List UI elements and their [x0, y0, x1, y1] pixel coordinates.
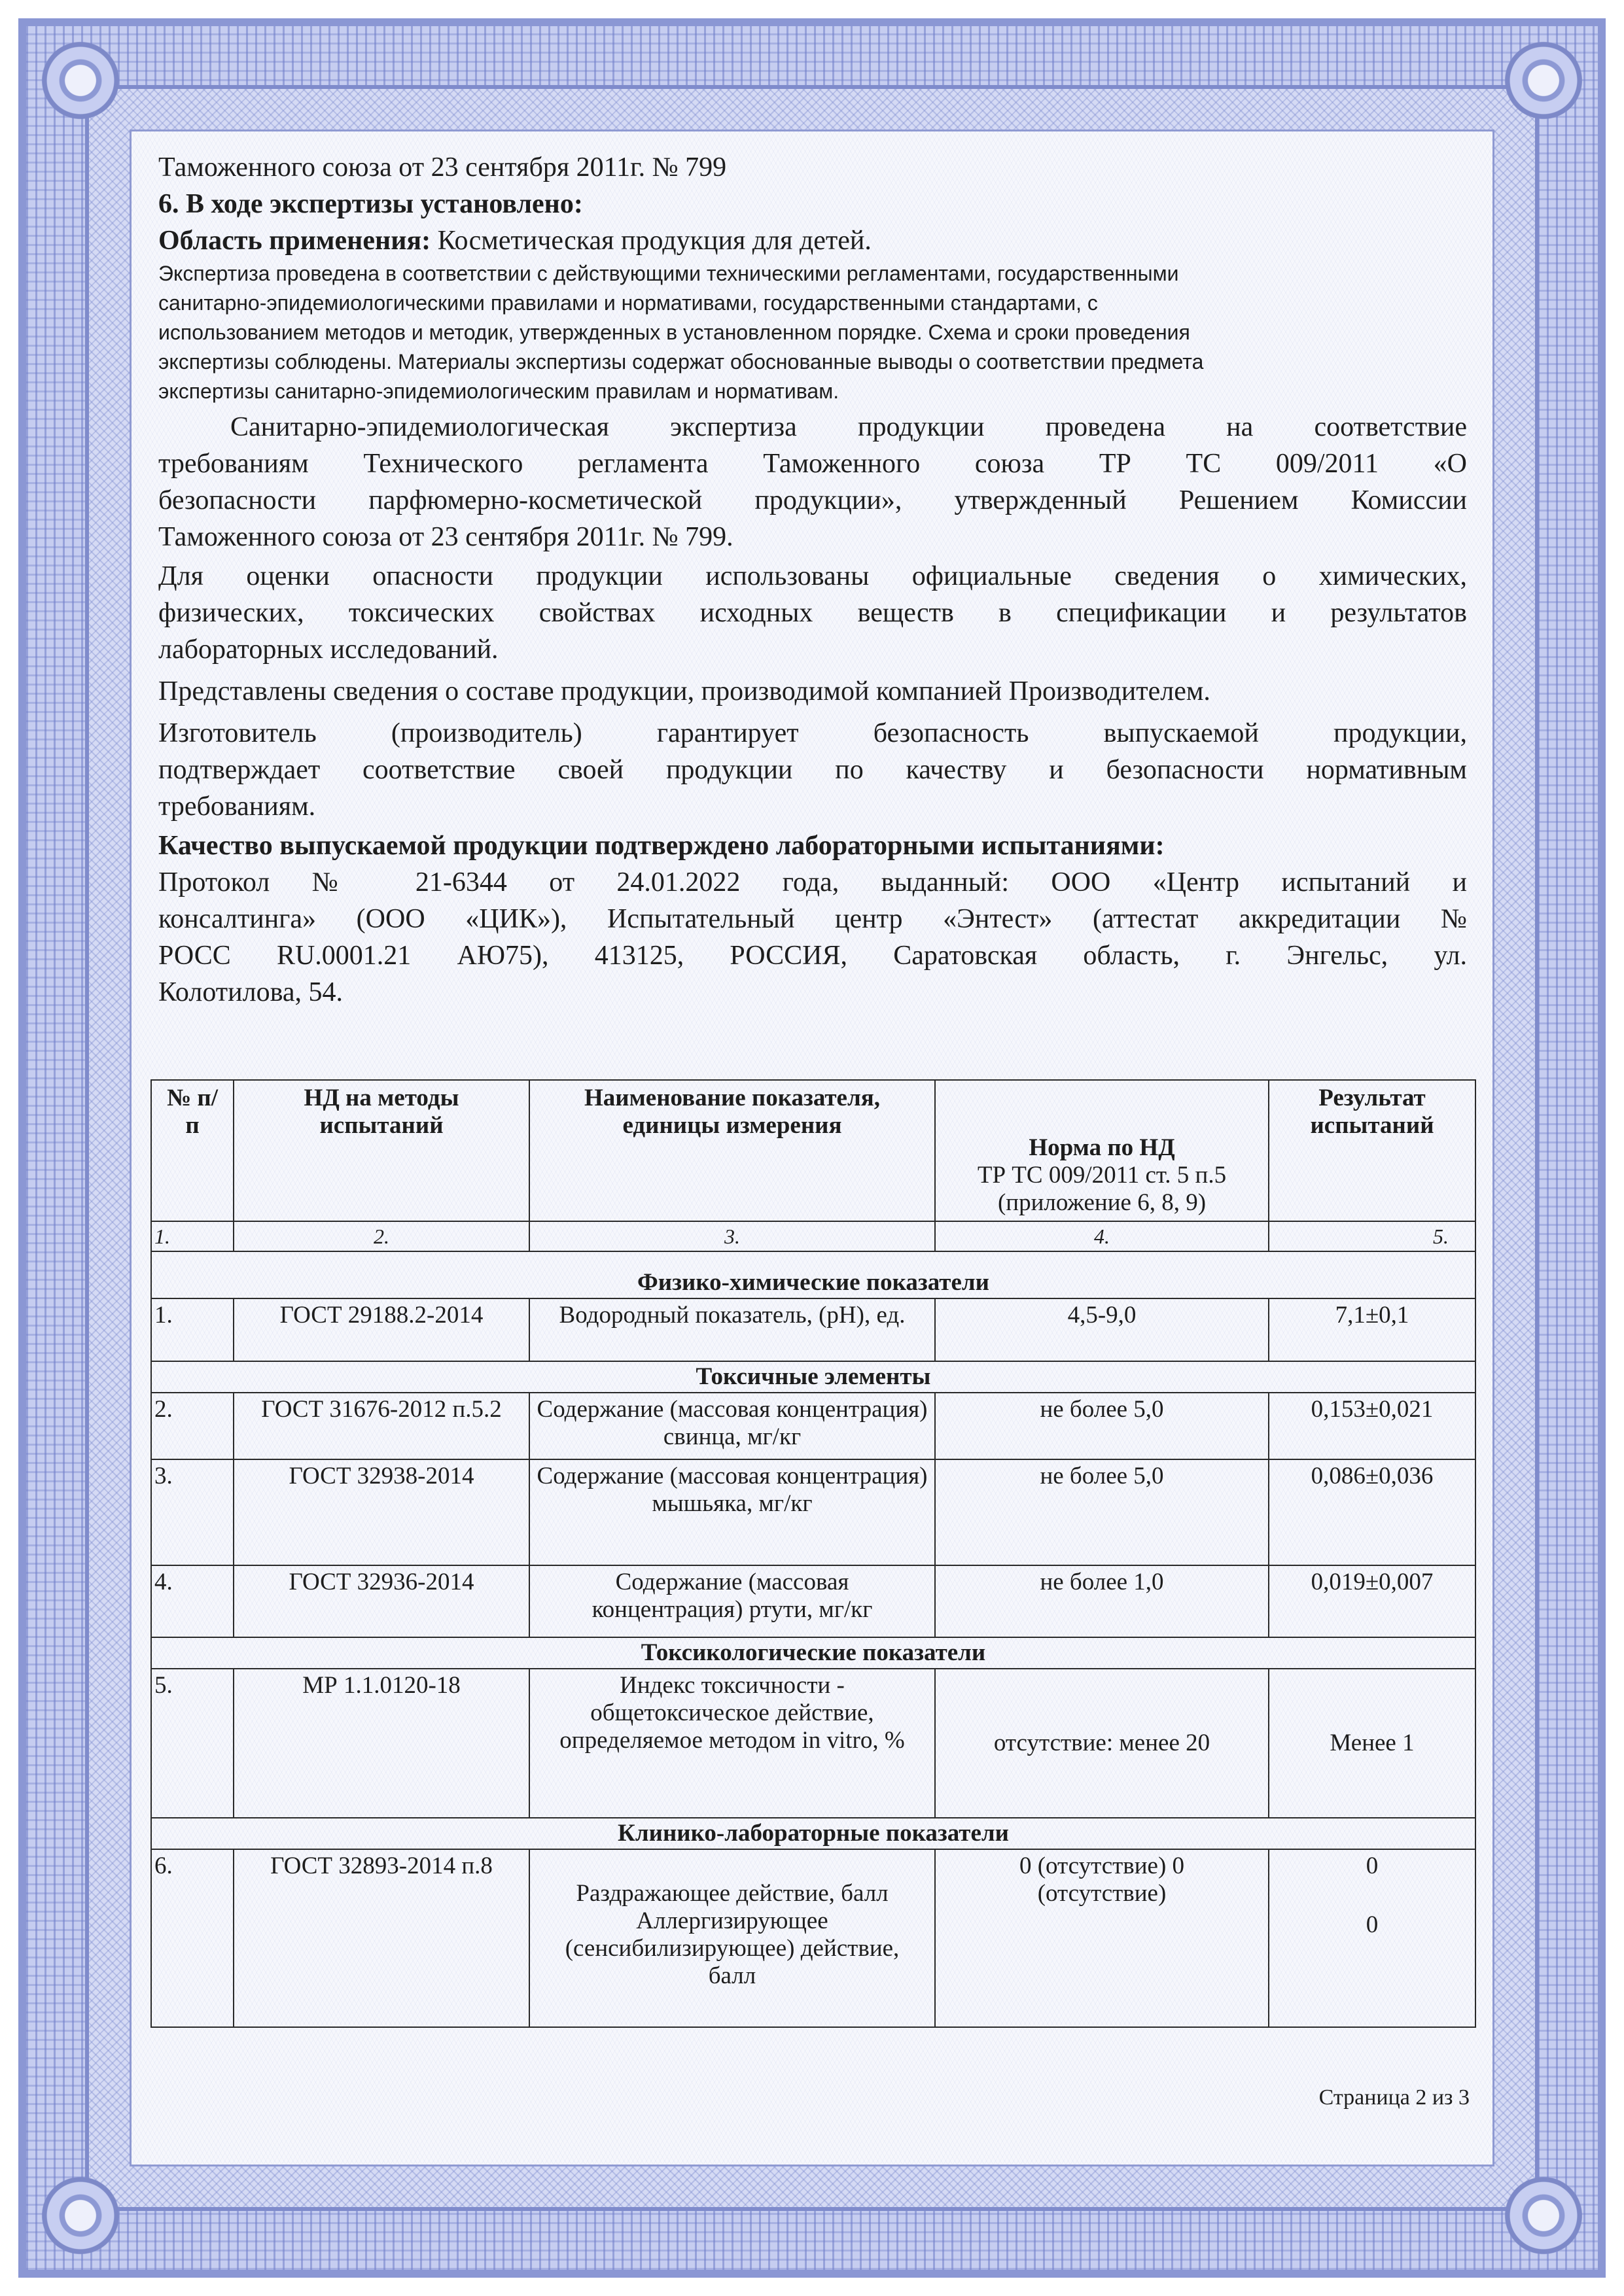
quality-heading: Качество выпускаемой продукции подтверждено лабораторными испытаниями: [158, 831, 1165, 861]
paragraph-line: требованиям Технического регламента Таможенного союза ТР ТС 009/2011 «О [158, 449, 1467, 479]
row-no: 4. [151, 1565, 234, 1637]
row-indicator-allergenic: Аллергизирующее (сенсибилизирующее) действие, балл [565, 1907, 900, 1989]
paragraph-line: подтверждает соответствие своей продукции по качеству и безопасности нормативным [158, 755, 1467, 785]
row-indicator-irritation: Раздражающее действие, балл [576, 1880, 889, 1907]
row-method: ГОСТ 32938-2014 [234, 1459, 529, 1565]
section-title: Физико-химические показатели [151, 1251, 1475, 1298]
row-result [1269, 1849, 1475, 2027]
row-norm: отсутствие: менее 20 [935, 1669, 1269, 1818]
row-method: ГОСТ 32893-2014 п.8 [234, 1849, 529, 2027]
header-norm-title: Норма по НД [1029, 1134, 1175, 1161]
column-number-row [151, 1221, 1475, 1251]
row-norm: 0 (отсутствие) 0 (отсутствие) [935, 1849, 1269, 2027]
table-header-row [151, 1080, 1475, 1221]
note-line: экспертизы санитарно-эпидемиологическим правилам и нормативам. [158, 379, 839, 403]
note-line: экспертизы соблюдены. Материалы экспертизы содержат обоснованные выводы о соответствии предмета [158, 350, 1204, 374]
table-row [151, 1298, 1475, 1361]
row-indicator: Индекс токсичности - общетоксическое действие, определяемое методом in vitro, % [529, 1669, 935, 1818]
test-results-table [150, 1079, 1476, 2028]
document-body [158, 149, 1467, 1011]
row-indicator: Водородный показатель, (pH), ед. [529, 1298, 935, 1361]
paragraph-line: Для оценки опасности продукции использованы официальные сведения о химических, [158, 561, 1467, 591]
table-row [151, 1565, 1475, 1637]
row-no: 2. [151, 1393, 234, 1459]
header-norm-sub: ТР ТС 009/2011 ст. 5 п.5 (приложение 6, 8, 9) [977, 1162, 1227, 1216]
paragraph-line: лабораторных исследований. [158, 635, 499, 665]
page-number: Страница 2 из 3 [1318, 2085, 1470, 2110]
section-heading: 6. В ходе экспертизы установлено: [158, 189, 583, 219]
table-row [151, 1393, 1475, 1459]
scope-line [158, 222, 1467, 259]
column-number: 4. [935, 1221, 1269, 1251]
column-number: 3. [529, 1221, 935, 1251]
row-result: 0,153±0,021 [1269, 1393, 1475, 1459]
paragraph-line: Санитарно-эпидемиологическая экспертиза продукции проведена на соответствие [230, 412, 1467, 442]
row-result-irritation: 0 [1366, 1852, 1379, 1879]
paragraph-line: требованиям. [158, 791, 316, 822]
row-norm: не более 5,0 [935, 1459, 1269, 1565]
row-result: 0,086±0,036 [1269, 1459, 1475, 1565]
corner-ornament [1494, 2166, 1593, 2265]
corner-ornament [31, 31, 130, 130]
section-row [151, 1361, 1475, 1393]
intro-line: Таможенного союза от 23 сентября 2011г. № 799 [158, 152, 727, 183]
note-line: санитарно-эпидемиологическими правилами и нормативами, государственными стандартами, с [158, 291, 1098, 315]
header-indicator: Наименование показателя, единицы измерения [529, 1080, 935, 1221]
header-result: Результат испытаний [1269, 1080, 1475, 1221]
row-method: ГОСТ 29188.2-2014 [234, 1298, 529, 1361]
row-result: 0,019±0,007 [1269, 1565, 1475, 1637]
table-row [151, 1669, 1475, 1818]
paragraph-line: безопасности парфюмерно-косметической продукции», утвержденный Решением Комиссии [158, 485, 1467, 515]
row-indicator [529, 1849, 935, 2027]
section-title: Клинико-лабораторные показатели [151, 1818, 1475, 1849]
protocol-line: РОСС RU.0001.21 АЮ75), 413125, РОССИЯ, Саратовская область, г. Энгельс, ул. [158, 941, 1467, 971]
protocol-line: Протокол № 21-6344 от 24.01.2022 года, выданный: ООО «Центр испытаний и [158, 867, 1467, 897]
corner-ornament [1494, 31, 1593, 130]
protocol-block [158, 864, 1467, 1011]
row-no: 6. [151, 1849, 234, 2027]
row-indicator: Содержание (массовая концентрация) ртути, мг/кг [529, 1565, 935, 1637]
header-method: НД на методы испытаний [234, 1080, 529, 1221]
row-no: 3. [151, 1459, 234, 1565]
row-result: 7,1±0,1 [1269, 1298, 1475, 1361]
protocol-line: консалтинга» (ООО «ЦИК»), Испытательный центр «Энтест» (аттестат аккредитации № [158, 904, 1467, 934]
protocol-line: Колотилова, 54. [158, 977, 343, 1007]
row-result: Менее 1 [1269, 1669, 1475, 1818]
row-norm: 4,5-9,0 [935, 1298, 1269, 1361]
paragraph-line: физических, токсических свойствах исходных веществ в спецификации и результатов [158, 598, 1467, 628]
section-row [151, 1251, 1475, 1298]
note-line: использованием методов и методик, утвержденных в установленном порядке. Схема и сроки проведения [158, 321, 1190, 344]
row-method: МР 1.1.0120-18 [234, 1669, 529, 1818]
row-method: ГОСТ 31676-2012 п.5.2 [234, 1393, 529, 1459]
scope-label: Область применения: [158, 226, 431, 256]
column-number: 2. [234, 1221, 529, 1251]
row-norm: не более 5,0 [935, 1393, 1269, 1459]
note-line: Экспертиза проведена в соответствии с действующими техническими регламентами, государственными [158, 262, 1179, 285]
row-no: 1. [151, 1298, 234, 1361]
column-number: 1. [151, 1221, 234, 1251]
header-norm [935, 1080, 1269, 1221]
scope-value: Косметическая продукция для детей. [431, 226, 872, 256]
table-row [151, 1459, 1475, 1565]
main-paragraphs [158, 409, 1467, 825]
section-row [151, 1637, 1475, 1669]
paragraph-line: Изготовитель (производитель) гарантирует безопасность выпускаемой продукции, [158, 718, 1467, 748]
table-row [151, 1849, 1475, 2027]
row-no: 5. [151, 1669, 234, 1818]
corner-ornament [31, 2166, 130, 2265]
row-method: ГОСТ 32936-2014 [234, 1565, 529, 1637]
column-number: 5. [1269, 1221, 1475, 1251]
row-indicator: Содержание (массовая концентрация) мышьяка, мг/кг [529, 1459, 935, 1565]
section-row [151, 1818, 1475, 1849]
paragraph-line: Представлены сведения о составе продукции, производимой компанией Производителем. [158, 676, 1210, 706]
header-no: № п/п [151, 1080, 234, 1221]
row-norm: не более 1,0 [935, 1565, 1269, 1637]
section-title: Токсикологические показатели [151, 1637, 1475, 1669]
row-indicator: Содержание (массовая концентрация) свинца, мг/кг [529, 1393, 935, 1459]
expertise-note [158, 259, 1467, 406]
paragraph-line: Таможенного союза от 23 сентября 2011г. № 799. [158, 522, 733, 552]
row-result-allergenic: 0 [1366, 1911, 1379, 1938]
section-title: Токсичные элементы [151, 1361, 1475, 1393]
